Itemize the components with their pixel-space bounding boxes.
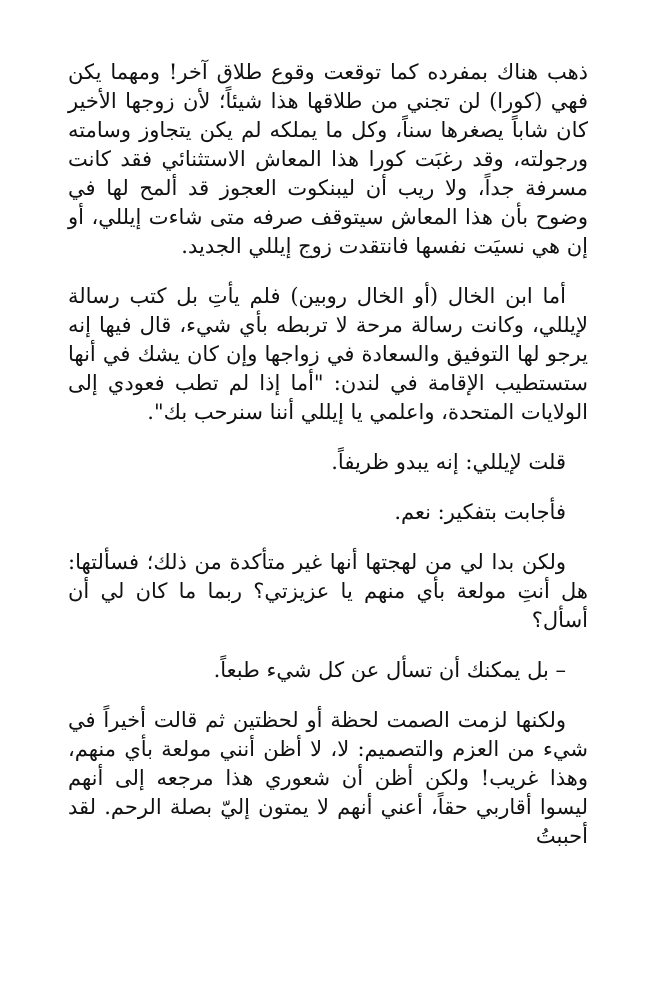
paragraph-3: قلت لإيللي: إنه يبدو ظريفاً. [331, 450, 566, 474]
paragraph-1: ذهب هناك بمفرده كما توقعت وقوع طلاق آخر! ومهما يكن فهي (كورا) لن تجني من طلاقها هذا شيئاً؛ لأن زوجها الأخير كان شاباً يصغرها سناً، وكل ما يملكه لم يكن يتجاوز وسامته ورجولته، وقد رغبَت كورا هذا المعاش الاستثنائي فقد كانت مسرفة جداً، ولا ريب أن ليبنكوت العجوز قد ألمح لها في وضوح بأن هذا المعاش سيتوقف صرفه متى شاءت إيللي، أو إن هي نسيَت نفسها فانتقدت زوج إيللي الجديد. [68, 60, 588, 258]
paragraph-6: – بل يمكنك أن تسأل عن كل شيء طبعاً. [213, 658, 566, 682]
paragraph-5: ولكن بدا لي من لهجتها أنها غير متأكدة من ذلك؛ فسألتها: هل أنتِ مولعة بأي منهم يا عزيزتي؟ ربما ما كان لي أن أسأل؟ [68, 550, 588, 632]
paragraph-7: ولكنها لزمت الصمت لحظة أو لحظتين ثم قالت أخيراً في شيء من العزم والتصميم: لا، لا أظن أنني مولعة بأي منهم، وهذا غريب! ولكن أظن أن شعوري هذا مرجعه إلى أنهم ليسوا أقاربي حقاً، أعني أنهم لا يمتون إليّ بصلة الرحم. لقد أحببتُ [68, 708, 588, 848]
paragraph-4: فأجابت بتفكير: نعم. [394, 500, 566, 524]
paragraph-2: أما ابن الخال (أو الخال روبين) فلم يأتِ بل كتب رسالة لإيللي، وكانت رسالة مرحة لا تربطه بأي شيء، قال فيها إنه يرجو لها التوفيق والسعادة في زواجها وإن كان يشك في أنها ستستطيب الإقامة في لندن: "أما إذا لم تطب فعودي إلى الولايات المتحدة، واعلمي يا إيللي أننا سنرحب بك". [68, 284, 588, 424]
document-page [68, 58, 588, 851]
